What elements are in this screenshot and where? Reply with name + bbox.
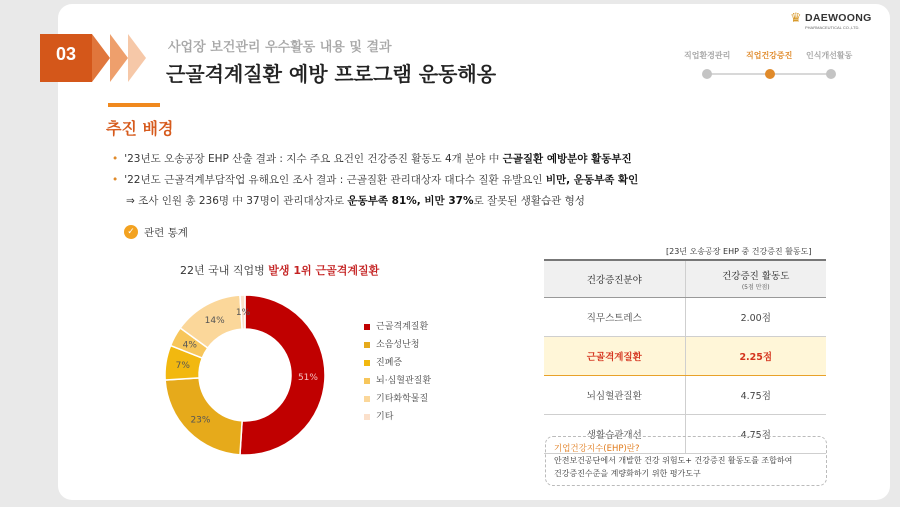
bullet-1-text: '23년도 오송공장 EHP 산출 결과 : 지수 주요 요건인 건강증진 활동도 4개 분야 中 bbox=[124, 153, 503, 165]
cell-area: 직무스트레스 bbox=[544, 298, 685, 337]
legend-label: 소음성난청 bbox=[376, 340, 420, 350]
legend-label: 진폐증 bbox=[376, 358, 403, 368]
donut-label-1: 23% bbox=[190, 415, 211, 426]
heading-accent-bar bbox=[108, 103, 160, 107]
cell-score: 4.75점 bbox=[685, 376, 826, 415]
legend-swatch bbox=[364, 360, 370, 366]
legend-swatch bbox=[364, 342, 370, 348]
page-title: 근골격계질환 예방 프로그램 운동해옹 bbox=[166, 62, 497, 86]
result-line bbox=[126, 193, 585, 208]
check-icon: ✓ bbox=[124, 225, 138, 239]
definition-line-1: 안전보건공단에서 개발한 건강 위험도+ 건강증진 활동도를 조합하여 bbox=[554, 456, 793, 465]
cell-area: 근골격계질환 bbox=[544, 337, 685, 376]
legend-swatch bbox=[364, 414, 370, 420]
col-header-score bbox=[685, 260, 826, 298]
chevron-3-icon bbox=[128, 34, 146, 82]
logo-text: DAEWOONG bbox=[805, 12, 872, 24]
table-row bbox=[544, 298, 826, 337]
stats-label: 관련 통계 bbox=[144, 227, 188, 239]
bullet-1-emphasis: 근골질환 예방분야 활동부진 bbox=[502, 153, 632, 165]
donut-label-5: 1% bbox=[235, 308, 251, 319]
donut-label-4: 14% bbox=[204, 315, 225, 326]
table-row bbox=[544, 376, 826, 415]
nav-dot-1 bbox=[702, 69, 712, 79]
legend-item bbox=[364, 354, 431, 372]
legend-label: 뇌·심혈관질환 bbox=[376, 376, 432, 386]
definition-body bbox=[554, 454, 792, 480]
bullet-1 bbox=[112, 151, 632, 166]
section-heading: 추진 배경 bbox=[106, 119, 174, 138]
table-caption: [23년 오송공장 EHP 중 건강증진 활동도] bbox=[666, 247, 812, 256]
nav-step-environment[interactable]: 직업환경관리 bbox=[684, 51, 731, 60]
col-header-score-label: 건강증진 활동도 bbox=[722, 270, 790, 282]
nav-step-awareness[interactable]: 인식개선활동 bbox=[806, 51, 853, 60]
chevron-2-icon bbox=[110, 34, 128, 82]
cell-score: 4.75점 bbox=[685, 415, 826, 454]
cell-area: 뇌심혈관질환 bbox=[544, 376, 685, 415]
nav-dot-2 bbox=[765, 69, 775, 79]
nav-step-health[interactable]: 직업건강증진 bbox=[746, 51, 793, 60]
logo-mark-icon: ♛ bbox=[790, 11, 802, 26]
legend-swatch bbox=[364, 324, 370, 330]
bullet-2-emphasis: 비만, 운동부족 확인 bbox=[545, 174, 639, 186]
bullet-dot-icon: • bbox=[112, 174, 119, 186]
legend-label: 기타 bbox=[376, 412, 394, 422]
col-header-area: 건강증진분야 bbox=[544, 260, 685, 298]
legend-item bbox=[364, 408, 431, 426]
legend-swatch bbox=[364, 378, 370, 384]
bullet-dot-icon: • bbox=[112, 153, 119, 165]
ehp-definition-box bbox=[545, 436, 827, 486]
legend-label: 기타화학물질 bbox=[376, 394, 429, 404]
donut-label-2: 7% bbox=[175, 361, 190, 372]
result-line-pre: ⇒ 조사 인원 총 236명 中 37명이 관리대상자로 bbox=[126, 195, 348, 207]
bullet-2-text: '22년도 근골격계부담작업 유해요인 조사 결과 : 근골질환 관리대상자 대다수 질환 유발요인 bbox=[124, 174, 546, 186]
nav-dot-3 bbox=[826, 69, 836, 79]
legend-item bbox=[364, 372, 431, 390]
chart-legend bbox=[364, 318, 431, 426]
legend-item bbox=[364, 336, 431, 354]
legend-swatch bbox=[364, 396, 370, 402]
chart-title bbox=[180, 262, 379, 278]
section-number: 03 bbox=[56, 44, 77, 64]
page-subtitle: 사업장 보건관리 우수활동 내용 및 결과 bbox=[168, 40, 392, 55]
table-header-row bbox=[544, 260, 826, 298]
cell-score: 2.25점 bbox=[685, 337, 826, 376]
col-header-score-sub: (5점 만점) bbox=[741, 283, 770, 291]
donut-chart bbox=[150, 285, 340, 465]
definition-title: 기업건강지수(EHP)란? bbox=[554, 444, 640, 454]
chevron-1-icon bbox=[92, 34, 110, 82]
chart-title-emphasis: 발생 1위 근골격계질환 bbox=[268, 264, 380, 277]
donut-label-3: 4% bbox=[182, 340, 197, 351]
cell-score: 2.00점 bbox=[685, 298, 826, 337]
logo-subtext: PHARMACEUTICAL CO.,LTD. bbox=[805, 25, 860, 30]
legend-label: 근골격계질환 bbox=[376, 322, 429, 332]
bullet-2 bbox=[112, 172, 638, 187]
legend-item bbox=[364, 390, 431, 408]
chart-title-text: 22년 국내 직업병 bbox=[180, 264, 269, 277]
cell-area: 생활습관개선 bbox=[544, 415, 685, 454]
result-line-emphasis: 운동부족 81%, 비만 37% bbox=[347, 195, 474, 207]
result-line-post: 로 잘못된 생활습관 형성 bbox=[473, 195, 585, 207]
legend-item bbox=[364, 318, 431, 336]
ehp-table bbox=[544, 259, 826, 454]
donut-label-0: 51% bbox=[297, 372, 318, 383]
definition-line-2: 건강증진수준을 계량화하기 위한 평가도구 bbox=[554, 469, 701, 478]
table-row-highlight bbox=[544, 337, 826, 376]
